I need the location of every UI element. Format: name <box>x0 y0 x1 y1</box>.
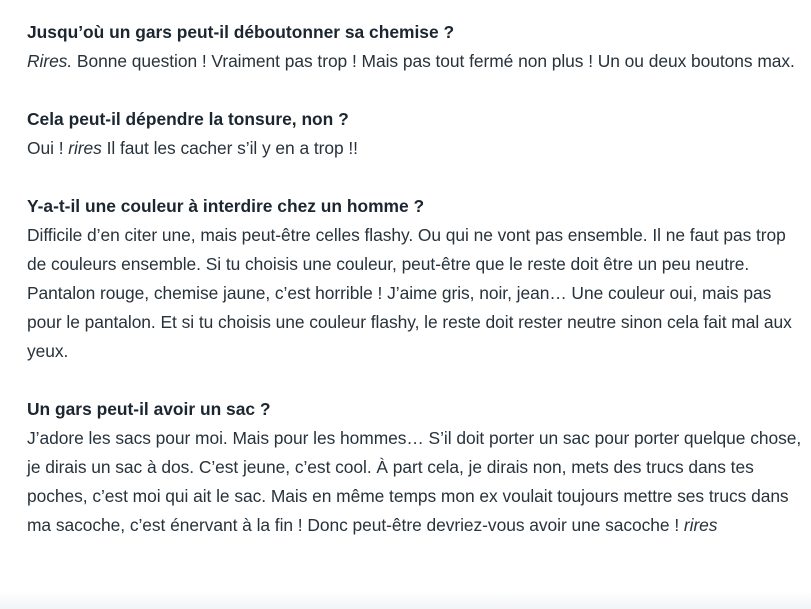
answer-text: Bonne question ! Vraiment pas trop ! Mais pas tout fermé non plus ! Un ou deux boutons max. <box>72 51 795 71</box>
question-heading: Cela peut-il dépendre la tonsure, non ? <box>27 109 349 129</box>
answer-text: Il faut les cacher s’il y en a trop !! <box>101 138 358 158</box>
answer-text: Oui ! <box>27 138 69 158</box>
qa-block-shirt <box>27 18 807 76</box>
answer-text: J’adore les sacs pour moi. Mais pour les hommes… S’il doit porter un sac pour porter quelque chose, je dirais un sac à dos. C’est jeune, c’est cool. À part cela, je dirais non, mets des trucs dans tes poches, c’est moi qui ait le sac. Mais en même temps mon ex voulait toujours mettre ses trucs dans ma sacoche, c’est énervant à la fin ! Donc peut-être devriez-vous avoir une sacoche ! <box>27 428 802 535</box>
question-heading: Un gars peut-il avoir un sac ? <box>27 399 271 419</box>
answer-paragraph <box>27 424 807 540</box>
qa-block-bag <box>27 395 807 540</box>
qa-block-tonsure <box>27 105 807 163</box>
answer-italic-note: rires <box>683 515 718 535</box>
answer-paragraph <box>27 134 807 163</box>
bottom-fade-overlay <box>0 591 811 609</box>
question-heading: Y-a-t-il une couleur à interdire chez un homme ? <box>27 196 425 216</box>
qa-block-color <box>27 192 807 366</box>
answer-paragraph <box>27 47 807 76</box>
interview-article <box>27 18 807 569</box>
question-heading: Jusqu’où un gars peut-il déboutonner sa chemise ? <box>27 22 455 42</box>
answer-italic-note: rires <box>68 138 102 158</box>
answer-italic-note: Rires. <box>27 51 73 71</box>
answer-paragraph: Difficile d’en citer une, mais peut-être celles flashy. Ou qui ne vont pas ensemble. Il ne faut pas trop de couleurs ensemble. Si tu choisis une couleur, peut-être que le reste doit être un peu neutre. Pantalon rouge, chemise jaune, c’est horrible ! J’aime gris, noir, jean… Une couleur oui, mais pas pour le pantalon. Et si tu choisis une couleur flashy, le reste doit rester neutre sinon cela fait mal aux yeux. <box>27 225 792 361</box>
